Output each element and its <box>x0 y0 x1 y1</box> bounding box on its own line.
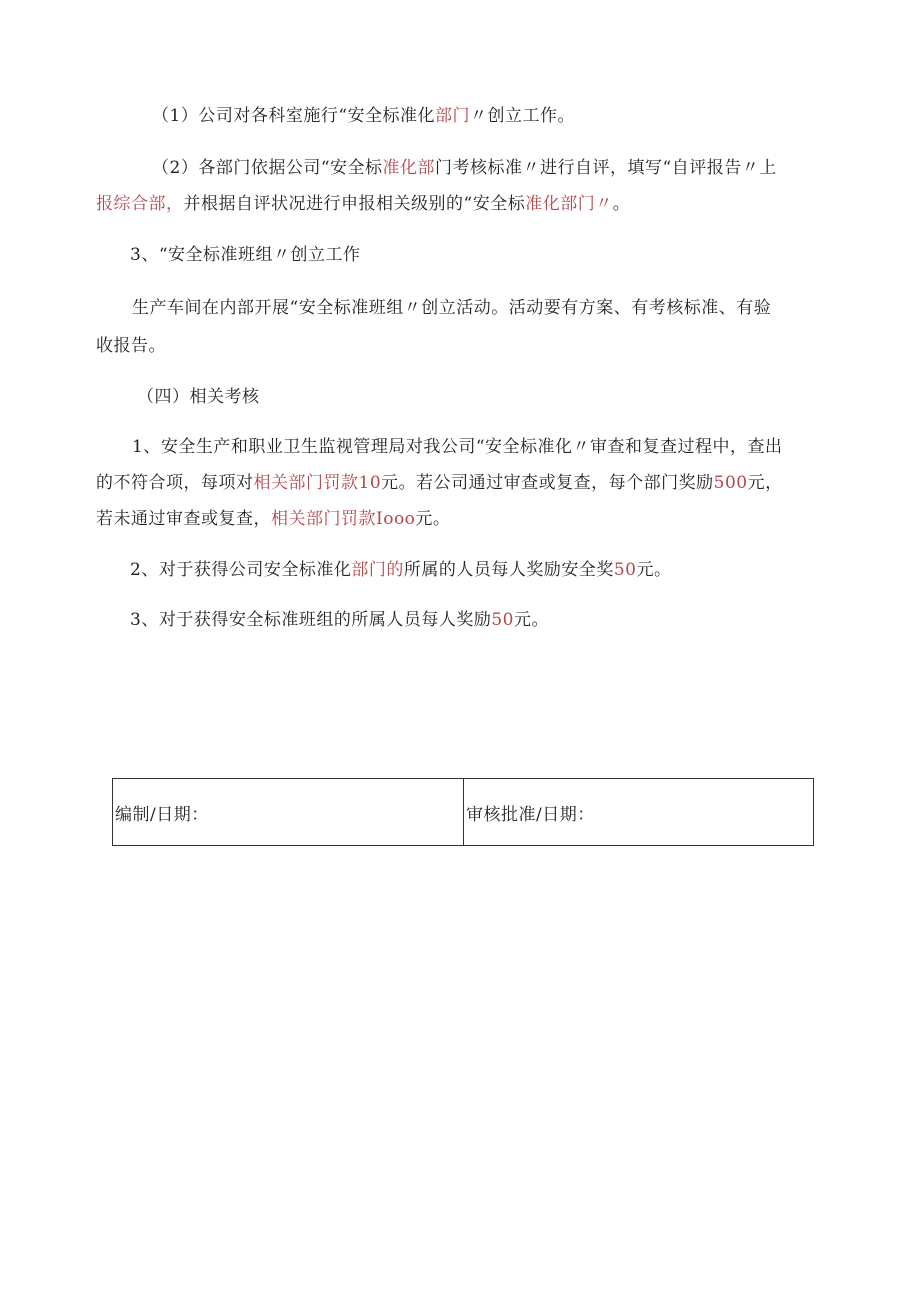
assessment-item-1-line-2 <box>96 471 783 495</box>
dept-item-2-text-c: 并根据自评状况进行申报相关级别的“安全标 <box>183 194 526 214</box>
assessment-item-3 <box>130 608 549 632</box>
assessment-item-3-amount: 50 <box>491 610 514 630</box>
assessment-item-3-text-b: 元。 <box>513 610 549 630</box>
approved-by-cell <box>464 779 813 845</box>
dept-item-1-text-b: 〃创立工作。 <box>470 106 576 126</box>
team-body-line-2: 收报告。 <box>96 336 166 356</box>
prepared-by-label: 编制/日期： <box>115 804 209 825</box>
assessment-item-1-text-b: 元。若公司通过审查或复查，每个部门奖励 <box>381 473 714 493</box>
assessment-item-1-text-d: 若未通过审查或复查， <box>96 509 271 529</box>
dept-item-2-highlight-a: 准化部 <box>382 158 436 178</box>
dept-item-2-highlight-b: 报综合部， <box>96 194 184 214</box>
signature-table <box>112 778 814 846</box>
assessment-item-1-text-a: 的不符合项，每项对 <box>96 473 254 493</box>
team-heading: 3、“安全标准班组〃创立工作 <box>130 245 361 265</box>
assessment-item-1-text-e: 元。 <box>415 509 451 529</box>
assessment-item-1-reward: 500 <box>713 473 748 493</box>
assessment-item-1-penalty-2: 相关部门罚款Iooo <box>271 509 416 529</box>
assessment-item-2-amount: 50 <box>613 560 637 580</box>
assessment-item-2 <box>130 558 671 582</box>
assessment-item-2-highlight: 部门的 <box>351 560 404 580</box>
assessment-heading: （四）相关考核 <box>137 387 260 407</box>
dept-item-1-text-a: （1）公司对各科室施行“安全标准化 <box>152 106 436 126</box>
assessment-item-1-penalty: 相关部门罚款10 <box>253 473 382 493</box>
approved-by-label: 审核批准/日期： <box>466 804 595 825</box>
assessment-item-1-line-3 <box>96 507 450 531</box>
team-body-line-1: 生产车间在内部开展“安全标准班组〃创立活动。活动要有方案、有考核标准、有验 <box>132 298 772 318</box>
dept-item-1-highlight: 部门 <box>435 106 471 126</box>
dept-item-2-highlight-c: 准化部门〃 <box>525 194 613 214</box>
dept-item-2-text-d: 。 <box>612 194 631 214</box>
dept-item-2-text-a: （2）各部门依据公司“安全标 <box>152 158 383 178</box>
assessment-item-2-text-c: 元。 <box>636 560 672 580</box>
dept-item-2-line-1 <box>152 156 777 180</box>
assessment-item-2-text-a: 2、对于获得公司安全标准化 <box>130 560 352 580</box>
assessment-item-1-text-c: 元， <box>747 473 783 493</box>
dept-item-2-line-2 <box>96 192 630 216</box>
prepared-by-cell <box>113 779 464 845</box>
assessment-item-2-text-b: 所属的人员每人奖励安全奖 <box>403 560 614 580</box>
assessment-item-1-line-1: 1、安全生产和职业卫生监视管理局对我公司“安全标准化〃审查和复查过程中，查出 <box>132 437 783 457</box>
dept-item-2-text-b: 门考核标准〃进行自评，填写“自评报告〃上 <box>435 158 777 178</box>
assessment-item-3-text-a: 3、对于获得安全标准班组的所属人员每人奖励 <box>130 610 492 630</box>
dept-item-1 <box>152 104 575 128</box>
